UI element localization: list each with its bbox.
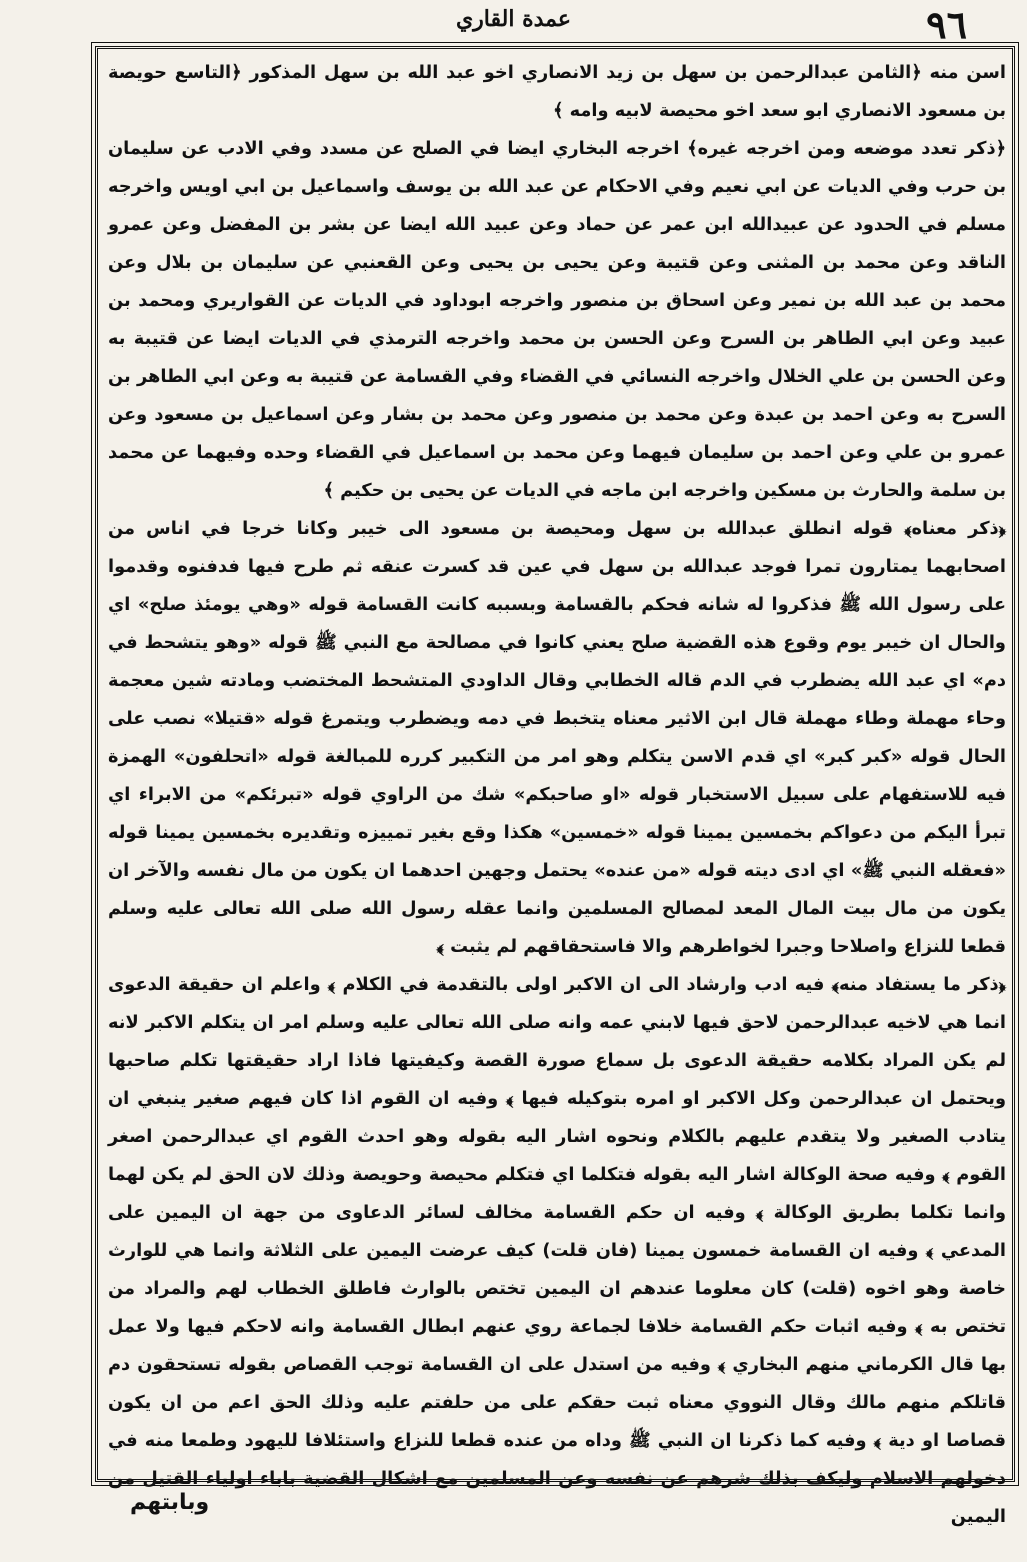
page-number: ٩٦ xyxy=(926,2,967,47)
paragraph-benefits: ﴿ذكر ما يستفاد منه﴾ فيه ادب وارشاد الى ان الاكبر اولى بالتقدمة في الكلام ﴾ واعلم ان حقيقة الدعوى انما هي لاخيه عبدالرحمن لاحق فيها لابني عمه وانه صلى الله تعالى عليه وسلم امر ان يتكلم الاكبر لانه لم يكن المراد بكلامه حقيقة الدعوى بل سماع صورة القصة وكيفيتها فاذا اراد حقيقتها تكلم صاحبها ويحتمل ان عبدالرحمن وكل الاكبر او امره بتوكيله فيها ﴾ وفيه ان القوم اذا كان فيهم صغير ينبغي ان يتادب الصغير ولا يتقدم عليهم بالكلام ونحوه اشار اليه بقوله وهو احدث القوم اي عبدالرحمن اصغر القوم ﴾ وفيه صحة الوكالة اشار اليه بقوله فتكلما اي فتكلم محيصة وحويصة وذلك لان الحق لم يكن لهما وانما تكلما بطريق الوكالة ﴾ وفيه ان حكم القسامة مخالف لسائر الدعاوى من جهة ان اليمين على المدعي ﴾ وفيه ان القسامة خمسون يمينا (فان قلت) كيف عرضت اليمين على الثلاثة وانما هي للوارث خاصة وهو اخوه (قلت) كان معلوما عندهم ان اليمين تختص بالوارث فاطلق الخطاب لهم والمراد من تختص به ﴾ وفيه اثبات حكم القسامة خلافا لجماعة روي عنهم ابطال القسامة وانه لاحكم فيها ولا عمل بها قال الكرماني منهم البخاري ﴾ وفيه من استدل على ان القسامة توجب القصاص بقوله تستحقون دم قاتلكم منهم مالك وقال النووي معناه ثبت حقكم على من حلفتم عليه وذلك الحق اعم من ان يكون قصاصا او دية ﴾ وفيه كما ذكرنا ان النبي ﷺ وداه من عنده قطعا للنزاع واستئلافا لليهود وطمعا منه في دخولهم الاسلام وليكف بذلك شرهم عن نفسه وعن المسلمين مع اشكال القضية باباء اولياء القتيل من اليمين xyxy=(108,974,1006,1527)
running-title: عمدة القاري xyxy=(455,6,572,32)
catchword: وبابتهم xyxy=(130,1490,210,1515)
paragraph-sources: ﴿ذكر تعدد موضعه ومن اخرجه غيره﴾ اخرجه البخاري ايضا في الصلح عن مسدد وفي الادب عن سليمان بن حرب وفي الديات عن ابي نعيم وفي الاحكام عن عبد الله بن يوسف واسماعيل بن ابي اويس واخرجه مسلم في الحدود عن عبيدالله ابن عمر عن حماد وعن عبيد الله ايضا عن بشر بن المفضل وعن عمرو الناقد وعن محمد بن المثنى وعن قتيبة وعن يحيى بن يحيى وعن القعنبي عن سليمان بن بلال وعن محمد بن عبد الله بن نمير وعن اسحاق بن منصور واخرجه ابوداود في الديات عن القواريري ومحمد بن عبيد وعن ابي الطاهر بن السرح وعن الحسن بن محمد واخرجه الترمذي في الديات ايضا عن قتيبة به وعن الحسن بن علي الخلال واخرجه النسائي في القضاء وفي القسامة عن قتيبة به وعن ابي الطاهر بن السرح به وعن احمد بن عبدة وعن محمد بن منصور وعن محمد بن بشار وعن اسماعيل بن مسعود وعن عمرو بن علي وعن احمد بن سليمان فيهما وعن محمد بن اسماعيل في القضاء وحده وفيهما عن محمد بن سلمة والحارث بن مسكين واخرجه ابن ماجه في الديات عن يحيى بن حكيم ﴾ xyxy=(108,138,1006,501)
paragraph-meaning: ﴿ذكر معناه﴾ قوله انطلق عبدالله بن سهل ومحيصة بن مسعود الى خيبر وكانا خرجا في اناس من اصحابهما يمتارون تمرا فوجد عبدالله بن سهل في عين قد كسرت عنقه ثم طرح فيها فدفنوه وقدموا على رسول الله ﷺ فذكروا له شانه فحكم بالقسامة وبسببه كانت القسامة قوله «وهي يومئذ صلح» اي والحال ان خيبر يوم وقوع هذه القضية صلح يعني كانوا في مصالحة مع النبي ﷺ قوله «وهو يتشحط في دم» اي عبد الله يضطرب في الدم قاله الخطابي وقال الداودي المتشحط المختضب ومادته شين معجمة وحاء مهملة وطاء مهملة قال ابن الاثير معناه يتخبط في دمه ويضطرب ويتمرغ قوله «قتيلا» نصب على الحال قوله «كبر كبر» اي قدم الاسن يتكلم وهو امر من التكبير كرره للمبالغة قوله «اتحلفون» الهمزة فيه للاستفهام على سبيل الاستخبار قوله «او صاحبكم» شك من الراوي قوله «تبرئكم» من الابراء اي تبرأ اليكم من دعواكم بخمسين يمينا قوله «خمسين» هكذا وقع بغير تمييزه وتقديره بخمسين يمينا قوله «فعقله النبي ﷺ» اي ادى ديته قوله «من عنده» يحتمل وجهين احدهما ان يكون من مال نفسه والآخر ان يكون من مال بيت المال المعد لمصالح المسلمين وانما عقله رسول الله صلى الله تعالى عليه وسلم قطعا للنزاع واصلاحا وجبرا لخواطرهم والا فاستحقاقهم لم يثبت ﴾ xyxy=(108,518,1006,957)
paragraph-narrators: اسن منه ﴿الثامن عبدالرحمن بن سهل بن زيد الانصاري اخو عبد الله بن سهل المذكور ﴿التاسع حويصة بن مسعود الانصاري ابو سعد اخو محيصة لابيه وامه ﴾ xyxy=(108,62,1006,121)
page-header xyxy=(0,0,1027,46)
